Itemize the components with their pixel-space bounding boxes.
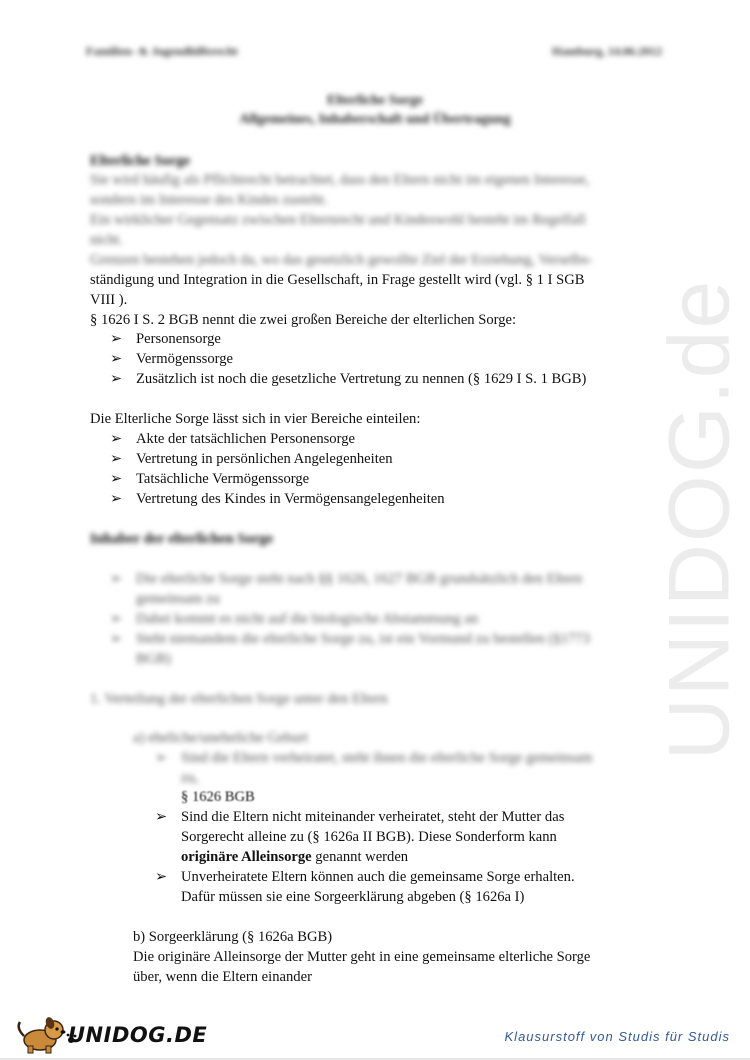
- blurred-line: nicht.: [90, 232, 123, 248]
- list-item-continuation: originäre Alleinsorge genannt werden: [181, 849, 409, 865]
- blurred-line: Grenzen bestehen jedoch da, wo das gesetzlich gewollte Ziel der Erziehung, Verselbs-: [90, 252, 593, 268]
- list-item: ➢ Unverheiratete Eltern können auch die gemeinsame Sorge erhalten.: [155, 869, 575, 885]
- blurred-line: Ein wirklicher Gegensatz zwischen Elternrecht und Kindeswohl besteht im Regelfall: [90, 212, 586, 228]
- doc-title-line2: Allgemeines, Inhaberschaft und Übertragung: [239, 112, 511, 127]
- list-item-continuation: zu,: [181, 770, 199, 786]
- list-item: ➢ Vermögenssorge: [110, 351, 234, 367]
- footer-tagline: Klausurstoff von Studis für Studis: [504, 1029, 730, 1044]
- section-heading-elterliche-sorge: Elterliche Sorge: [90, 153, 191, 169]
- paragraph-line: § 1626 I S. 2 BGB nennt die zwei großen Bereiche der elterlichen Sorge:: [90, 312, 517, 328]
- arrow-bullet-icon: ➢: [110, 451, 123, 467]
- arrow-bullet-icon: ➢: [110, 331, 123, 347]
- sub-heading-a: a) eheliche/uneheliche Geburt: [133, 730, 309, 746]
- arrow-bullet-icon: ➢: [155, 869, 168, 885]
- list-item: ➢ Tatsächliche Vermögenssorge: [110, 471, 310, 487]
- blurred-line: Sie wird häufig als Pflichtrecht betrachtet, dass den Eltern nicht im eigenen Interesse,: [90, 172, 590, 188]
- logo-text: UNIDOG.DE: [68, 1023, 208, 1047]
- list-item-continuation: BGB): [136, 651, 171, 667]
- list-item: ➢ Sind die Eltern verheiratet, steht ihnen die elterliche Sorge gemeinsam: [155, 750, 593, 766]
- arrow-bullet-icon: ➢: [110, 371, 123, 387]
- paragraph-line: Die Elterliche Sorge lässt sich in vier Bereiche einteilen:: [90, 411, 421, 427]
- arrow-bullet-icon: ➢: [110, 471, 123, 487]
- list-item: ➢ Dabei kommt es nicht auf die biologische Abstammung an: [110, 611, 479, 627]
- list-item: ➢ Akte der tatsächlichen Personensorge: [110, 431, 355, 447]
- list-item: ➢ Steht niemandem die elterliche Sorge zu, ist ein Vormund zu bestellen (§1773: [110, 631, 590, 647]
- watermark: UNIDOG.de: [651, 278, 748, 760]
- paragraph-line: VIII ).: [90, 292, 128, 308]
- legal-reference: § 1626 BGB: [181, 789, 255, 805]
- sub-heading-b: b) Sorgeerklärung (§ 1626a BGB): [133, 929, 333, 945]
- list-item: ➢ Personensorge: [110, 331, 221, 347]
- paragraph-line: Die originäre Alleinsorge der Mutter geht in eine gemeinsame elterliche Sorge: [133, 949, 591, 965]
- arrow-bullet-icon: ➢: [110, 431, 123, 447]
- list-item-continuation: Dafür müssen sie eine Sorgeerklärung abgeben (§ 1626a I): [181, 889, 525, 905]
- list-item-continuation: Sorgerecht alleine zu (§ 1626a II BGB). Diese Sonderform kann: [181, 829, 557, 845]
- doc-title-line1: Elterliche Sorge: [326, 93, 424, 108]
- list-item: ➢ Vertretung des Kindes in Vermögensangelegenheiten: [110, 491, 445, 507]
- header-right: Hamburg, 14.06.2012: [551, 44, 662, 58]
- list-item: ➢ Die elterliche Sorge steht nach §§ 1626, 1627 BGB grundsätzlich den Eltern: [110, 571, 583, 587]
- list-item: ➢ Sind die Eltern nicht miteinander verheiratet, steht der Mutter das: [155, 809, 565, 825]
- numbered-heading: 1. Verteilung der elterlichen Sorge unter den Eltern: [90, 691, 388, 707]
- list-item: ➢ Zusätzlich ist noch die gesetzliche Vertretung zu nennen (§ 1629 I S. 1 BGB): [110, 371, 587, 387]
- section-heading-inhaber: Inhaber der elterlichen Sorge: [90, 531, 274, 547]
- bold-term: originäre Alleinsorge: [181, 849, 312, 865]
- arrow-bullet-icon: ➢: [155, 809, 168, 825]
- list-item: ➢ Vertretung in persönlichen Angelegenheiten: [110, 451, 393, 467]
- arrow-bullet-icon: ➢: [110, 351, 123, 367]
- blurred-line: sondern im Interesse des Kindes zusteht.: [90, 192, 328, 208]
- paragraph-line: ständigung und Integration in die Gesellschaft, in Frage gestellt wird (vgl. § 1 I SGB: [90, 272, 585, 288]
- header-left: Familien- & Jugendhilferecht: [86, 44, 238, 58]
- paragraph-line: über, wenn die Eltern einander: [133, 969, 312, 985]
- arrow-bullet-icon: ➢: [110, 491, 123, 507]
- list-item-continuation: gemeinsam zu: [136, 591, 220, 607]
